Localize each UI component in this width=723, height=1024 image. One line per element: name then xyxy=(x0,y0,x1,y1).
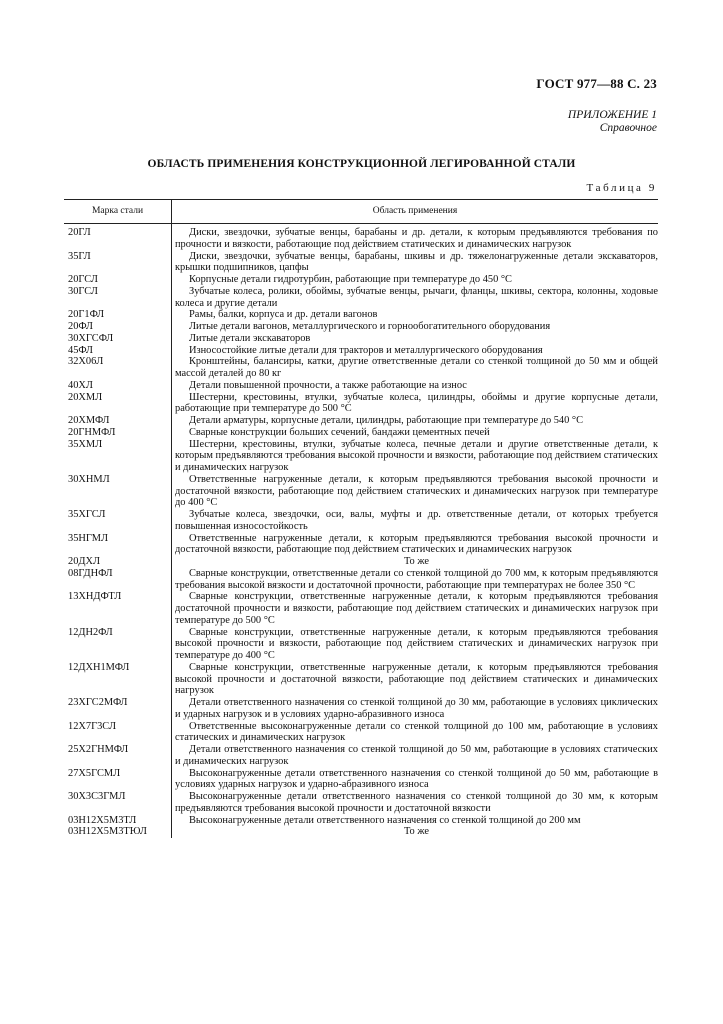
table-row xyxy=(64,224,658,251)
table-row xyxy=(64,791,658,815)
application-text xyxy=(171,427,658,439)
application-description: Ответственные высоконагруженные детали со стенкой толщиной до 100 мм, работающие в условиях статических и динамических нагрузок xyxy=(175,720,658,744)
steel-grade: 30ХНМЛ xyxy=(68,473,110,485)
application-description: Литые детали экскаваторов xyxy=(189,332,311,344)
application-text xyxy=(171,568,658,592)
application-text xyxy=(171,321,658,333)
application-description: Диски, звездочки, зубчатые венцы, барабаны и др. детали, к которым предъявляются требования по прочности и вязкости, работающие под действием статических и динамических нагрузок xyxy=(175,227,658,250)
application-description: Зубчатые колеса, ролики, обоймы, зубчатые венцы, рычаги, фланцы, шкивы, сектора, колонны, ходовые колеса и другие детали xyxy=(175,285,658,309)
application-text xyxy=(171,815,658,827)
application-description: Корпусные детали гидротурбин, работающие при температуре до 450 °С xyxy=(189,274,512,285)
column-divider xyxy=(171,224,172,838)
application-description: Детали ответственного назначения со стенкой толщиной до 30 мм, работающие в условиях циклических и ударных нагрузок и в условиях ударно-абразивного износа xyxy=(175,697,658,720)
table-row xyxy=(64,345,658,357)
table-body xyxy=(64,224,658,838)
steel-grade: 35ГЛ xyxy=(68,250,91,262)
table-row xyxy=(64,356,658,380)
steel-grade: 40ХЛ xyxy=(68,379,93,391)
steel-grade: 20ГСЛ xyxy=(68,274,98,285)
application-text xyxy=(171,251,658,275)
application-description: Ответственные нагруженные детали, к которым предъявляются требования высокой прочности и достаточной вязкости, работающие под действием статических и динамических нагрузок xyxy=(175,532,658,556)
column-header-grade: Марка стали xyxy=(64,200,172,223)
table-row xyxy=(64,415,658,427)
application-description: Детали ответственного назначения со стенкой толщиной до 50 мм, работающие в условиях статических и динамических нагрузок xyxy=(175,744,658,767)
table-row xyxy=(64,568,658,592)
steel-grade: 20ГЛ xyxy=(68,227,91,238)
application-description: Ответственные нагруженные детали, к которым предъявляются требования высокой прочности и достаточной вязкости, работающие под действием статических и динамических нагрузок при температуре до 400 °С xyxy=(175,473,658,509)
table-row xyxy=(64,721,658,745)
application-text xyxy=(171,721,658,745)
table-row xyxy=(64,427,658,439)
steel-grade: 03Н12Х5М3ТЮЛ xyxy=(68,826,147,838)
table-number: Таблица 9 xyxy=(586,182,657,194)
table-row xyxy=(64,627,658,662)
steel-grade: 35ХМЛ xyxy=(68,438,103,450)
application-text xyxy=(171,286,658,310)
application-description: Сварные конструкции, ответственные нагруженные детали, к которым предъявляются требования высокой прочности и вязкости, работающие под действием статических и динамических нагрузок при температуре до 400 °С xyxy=(175,626,658,661)
table-row xyxy=(64,333,658,345)
application-description: Диски, звездочки, зубчатые венцы, барабаны, шкивы и др. тяжелонагруженные детали экскаваторов, крышки подшипников, цапфы xyxy=(175,250,658,274)
application-text xyxy=(171,826,658,838)
table-row xyxy=(64,591,658,626)
table-row xyxy=(64,380,658,392)
application-description: Рамы, балки, корпуса и др. детали вагонов xyxy=(189,309,378,321)
table-row xyxy=(64,662,658,697)
steel-grade: 32Х06Л xyxy=(68,356,104,368)
steel-grade: 30ХГСФЛ xyxy=(68,332,114,344)
table-row xyxy=(64,309,658,321)
steel-grade: 08ГДНФЛ xyxy=(68,567,113,579)
application-text xyxy=(171,345,658,357)
steel-grade: 30Х3С3ГМЛ xyxy=(68,791,126,802)
application-description: Сварные конструкции, ответственные детали со стенкой толщиной до 700 мм, к которым предъявляются требования высокой вязкости и достаточной прочности, работающие при температурах не более 350 °С xyxy=(175,567,658,591)
application-description: Литые детали вагонов, металлургического и горнообогатительного оборудования xyxy=(189,321,551,332)
table-row xyxy=(64,286,658,310)
application-text xyxy=(171,274,658,286)
application-text xyxy=(171,227,658,251)
application-description: Высоконагруженные детали ответственного назначения со стенкой толщиной до 200 мм xyxy=(189,814,581,826)
application-text xyxy=(171,791,658,815)
steel-grade: 30ГСЛ xyxy=(68,285,98,297)
appendix-label: ПРИЛОЖЕНИЕ 1 xyxy=(567,109,657,121)
application-description: Зубчатые колеса, звездочки, оси, валы, муфты и др. ответственные детали, от которых требуется повышенная износостойкость xyxy=(175,509,658,532)
table-row xyxy=(64,533,658,557)
steel-grade: 35НГМЛ xyxy=(68,532,109,544)
table-row xyxy=(64,556,658,568)
column-header-application: Область применения xyxy=(372,206,458,216)
steel-grade: 20ГНМФЛ xyxy=(68,426,116,438)
application-text xyxy=(171,697,658,721)
table-row xyxy=(64,509,658,533)
steel-grade: 25Х2ГНМФЛ xyxy=(68,744,129,755)
table-row xyxy=(64,439,658,474)
application-text xyxy=(171,356,658,380)
steel-grade: 12ДН2ФЛ xyxy=(68,626,113,638)
document-id-header: ГОСТ 977—88 С. 23 xyxy=(536,76,657,91)
application-text xyxy=(171,744,658,768)
application-text xyxy=(171,556,658,568)
steel-grade: 20ХМФЛ xyxy=(68,415,110,426)
application-description: Сварные конструкции, ответственные нагруженные детали, к которым предъявляются требования достаточной прочности и вязкости, работающие под действием статических и динамических нагрузок при температуре до 500 °С xyxy=(175,591,658,626)
application-table xyxy=(64,199,658,838)
steel-grade: 23ХГС2МФЛ xyxy=(68,697,128,708)
steel-grade: 20ДХЛ xyxy=(68,556,101,567)
page-title: ОБЛАСТЬ ПРИМЕНЕНИЯ КОНСТРУКЦИОННОЙ ЛЕГИРОВАННОЙ СТАЛИ xyxy=(147,158,576,170)
steel-grade: 35ХГСЛ xyxy=(68,509,106,520)
appendix-block xyxy=(568,109,657,135)
steel-grade: 45ФЛ xyxy=(68,344,93,356)
application-text xyxy=(171,474,658,509)
application-description: Высоконагруженные детали ответственного назначения со стенкой толщиной до 30 мм, к которым предъявляются требования высокой прочности и достаточной вязкости xyxy=(175,791,658,814)
application-text xyxy=(171,380,658,392)
application-description: Детали повышенной прочности, а также работающие на износ xyxy=(189,379,467,391)
steel-grade: 20ФЛ xyxy=(68,321,93,332)
application-text xyxy=(171,309,658,321)
application-text xyxy=(171,439,658,474)
table-row xyxy=(64,251,658,275)
table-row xyxy=(64,826,658,838)
application-description: Шестерни, крестовины, втулки, зубчатые колеса, цилиндры, обоймы и другие корпусные детали, работающие при температуре до 500 °С xyxy=(175,391,658,415)
application-text xyxy=(171,415,658,427)
steel-grade: 12Х7Г3СЛ xyxy=(68,720,117,732)
application-description: Сварные конструкции больших сечений, бандажи цементных печей xyxy=(189,426,490,438)
steel-grade: 27Х5ГСМЛ xyxy=(68,767,121,779)
steel-grade: 03Н12Х5М3ТЛ xyxy=(68,814,137,826)
application-description: То же xyxy=(403,826,429,838)
table-row xyxy=(64,321,658,333)
application-text xyxy=(171,768,658,792)
application-text xyxy=(171,591,658,626)
steel-grade: 13ХНДФТЛ xyxy=(68,591,122,603)
steel-grade: 20Г1ФЛ xyxy=(68,309,105,321)
application-description: Шестерни, крестовины, втулки, зубчатые колеса, печные детали и другие ответственные детали, к которым предъявляются требования высокой прочности и вязкости, работающие под действием статических и динамических нагрузок xyxy=(175,438,658,473)
application-text xyxy=(171,627,658,662)
table-row xyxy=(64,274,658,286)
table-row xyxy=(64,697,658,721)
application-description: Детали арматуры, корпусные детали, цилиндры, работающие при температуре до 540 °С xyxy=(189,415,584,426)
table-row xyxy=(64,392,658,416)
table-row xyxy=(64,768,658,792)
steel-grade: 20ХМЛ xyxy=(68,391,103,403)
application-description: Сварные конструкции, ответственные нагруженные детали, к которым предъявляются требования высокой прочности и достаточной вязкости, работающие под действием статических и динамических нагрузок xyxy=(175,661,658,697)
application-text xyxy=(171,392,658,416)
appendix-note: Справочное xyxy=(599,122,657,134)
steel-grade: 12ДХН1МФЛ xyxy=(68,661,130,673)
table-row xyxy=(64,474,658,509)
application-text xyxy=(171,333,658,345)
application-description: То же xyxy=(403,556,429,567)
application-text xyxy=(171,662,658,697)
application-description: Кронштейны, балансиры, катки, другие ответственные детали со стенкой толщиной до 50 мм и общей массой деталей до 80 кг xyxy=(175,356,658,379)
table-header xyxy=(64,200,658,224)
table-row xyxy=(64,744,658,768)
table-row xyxy=(64,815,658,827)
application-text xyxy=(171,509,658,533)
application-text xyxy=(171,533,658,557)
application-description: Высоконагруженные детали ответственного назначения со стенкой толщиной до 50 мм, работающие в условиях ударных нагрузок и ударно-абразивного износа xyxy=(175,767,658,791)
application-description: Износостойкие литые детали для тракторов и металлургического оборудования xyxy=(189,344,543,356)
